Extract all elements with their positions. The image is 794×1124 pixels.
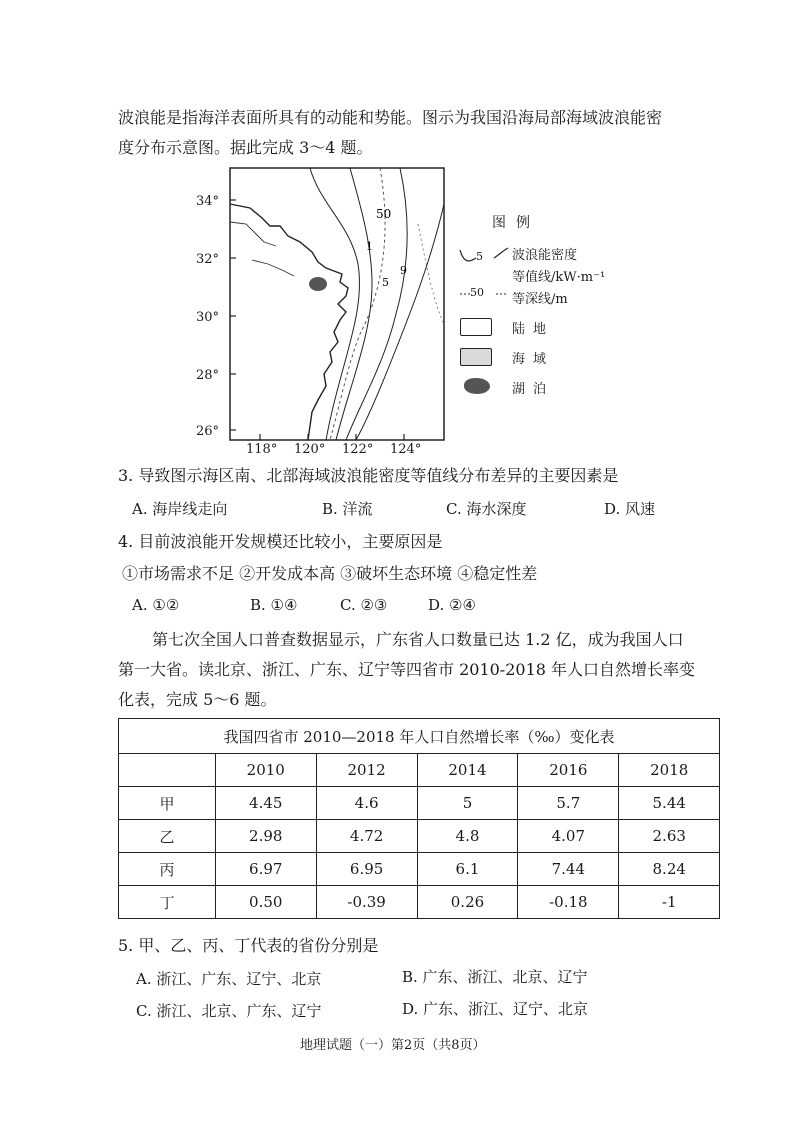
table-cell: 5.44 xyxy=(619,787,720,820)
legend-depth-label: 等深线/m xyxy=(512,292,568,307)
row-label: 甲 xyxy=(119,787,216,820)
table-cell: 4.72 xyxy=(316,820,417,853)
lon-label-124: 124° xyxy=(390,442,422,457)
growth-rate-table xyxy=(118,718,720,919)
table-cell: 4.6 xyxy=(316,787,417,820)
q5-stem: 5. 甲、乙、丙、丁代表的省份分别是 xyxy=(118,936,379,955)
intro2-line-2: 第一大省。读北京、浙江、广东、辽宁等四省市 2010-2018 年人口自然增长率变 xyxy=(118,660,696,679)
row-label: 丙 xyxy=(119,853,216,886)
legend-sea-label: 海域 xyxy=(512,352,555,367)
q5-option-b: B. 广东、浙江、北京、辽宁 xyxy=(402,968,588,986)
year-header: 2016 xyxy=(518,754,619,787)
table-cell: 8.24 xyxy=(619,853,720,886)
q4-option-a: A. ①② xyxy=(132,596,180,614)
contour-label-5: 5 xyxy=(382,276,389,289)
year-header: 2012 xyxy=(316,754,417,787)
table-cell: 6.1 xyxy=(417,853,518,886)
table-cell: 7.44 xyxy=(518,853,619,886)
lat-label-26: 26° xyxy=(196,424,220,439)
page-footer: 地理试题（一）第2页（共8页） xyxy=(300,1038,486,1053)
lat-label-34: 34° xyxy=(196,194,220,209)
table-row xyxy=(119,787,720,820)
year-header: 2010 xyxy=(216,754,317,787)
q5-option-c: C. 浙江、北京、广东、辽宁 xyxy=(136,1002,322,1020)
q4-option-b: B. ①④ xyxy=(250,596,298,614)
table-cell: -1 xyxy=(619,886,720,919)
legend-wave-sample: 5 xyxy=(476,250,483,263)
q3-stem: 3. 导致图示海区南、北部海域波浪能密度等值线分布差异的主要因素是 xyxy=(118,466,619,485)
table-cell: 2.98 xyxy=(216,820,317,853)
q4-option-d: D. ②④ xyxy=(428,596,476,614)
q4-option-c: C. ②③ xyxy=(340,596,388,614)
table-cell: -0.18 xyxy=(518,886,619,919)
q3-option-c: C. 海水深度 xyxy=(446,500,527,518)
intro2-line-3: 化表，完成 5～6 题。 xyxy=(118,690,277,709)
q3-option-d: D. 风速 xyxy=(604,500,656,518)
legend-lake-swatch xyxy=(464,378,490,394)
row-label: 丁 xyxy=(119,886,216,919)
intro-line-2: 度分布示意图。据此完成 3～4 题。 xyxy=(118,138,373,157)
lat-label-30: 30° xyxy=(196,310,220,325)
q3-option-a: A. 海岸线走向 xyxy=(132,500,228,518)
table-cell: 4.8 xyxy=(417,820,518,853)
q5-option-d: D. 广东、浙江、辽宁、北京 xyxy=(402,1000,589,1018)
row-label: 乙 xyxy=(119,820,216,853)
intro-line-1: 波浪能是指海洋表面所具有的动能和势能。图示为我国沿海局部海域波浪能密 xyxy=(118,108,663,127)
table-cell: 4.45 xyxy=(216,787,317,820)
legend-wave-symbol xyxy=(458,246,510,268)
legend-title: 图例 xyxy=(492,215,540,231)
legend-sea-swatch xyxy=(460,348,492,366)
lat-label-32: 32° xyxy=(196,252,220,267)
lon-label-118: 118° xyxy=(246,442,278,457)
wave-energy-map xyxy=(190,164,460,464)
table-row xyxy=(119,820,720,853)
contour-label-9: 9 xyxy=(400,264,407,277)
q5-option-a: A. 浙江、广东、辽宁、北京 xyxy=(136,970,322,988)
legend-lake-label: 湖泊 xyxy=(512,382,555,397)
lat-label-28: 28° xyxy=(196,368,220,383)
year-header: 2014 xyxy=(417,754,518,787)
contour-label-50: 50 xyxy=(376,207,392,221)
intro2-line-1: 第七次全国人口普查数据显示，广东省人口数量已达 1.2 亿，成为我国人口 xyxy=(152,630,684,649)
table-cell: 2.63 xyxy=(619,820,720,853)
legend-wave-label-1: 波浪能密度 xyxy=(512,248,578,263)
table-header-row xyxy=(119,754,720,787)
table-cell: 6.97 xyxy=(216,853,317,886)
year-header: 2018 xyxy=(619,754,720,787)
legend-wave-label-2: 等值线/kW·m⁻¹ xyxy=(512,270,606,285)
legend-depth-symbol xyxy=(458,286,510,302)
table-row xyxy=(119,886,720,919)
lon-label-120: 120° xyxy=(294,442,326,457)
q4-items: ①市场需求不足 ②开发成本高 ③破坏生态环境 ④稳定性差 xyxy=(122,564,538,583)
table-cell: -0.39 xyxy=(316,886,417,919)
legend-depth-sample: 50 xyxy=(470,286,484,299)
table-caption: 我国四省市 2010—2018 年人口自然增长率（‰）变化表 xyxy=(119,719,720,754)
table-cell: 5 xyxy=(417,787,518,820)
table-cell: 0.26 xyxy=(417,886,518,919)
table-corner-cell xyxy=(119,754,216,787)
legend-land-swatch xyxy=(460,318,492,336)
legend-land-label: 陆地 xyxy=(512,322,555,337)
table-cell: 6.95 xyxy=(316,853,417,886)
table-cell: 4.07 xyxy=(518,820,619,853)
table-cell: 0.50 xyxy=(216,886,317,919)
contour-label-1: 1 xyxy=(366,240,373,253)
table-row xyxy=(119,853,720,886)
table-cell: 5.7 xyxy=(518,787,619,820)
lon-label-122: 122° xyxy=(342,442,374,457)
q3-option-b: B. 洋流 xyxy=(322,500,373,518)
q4-stem: 4. 目前波浪能开发规模还比较小，主要原因是 xyxy=(118,532,443,551)
lake-shape xyxy=(309,277,327,291)
